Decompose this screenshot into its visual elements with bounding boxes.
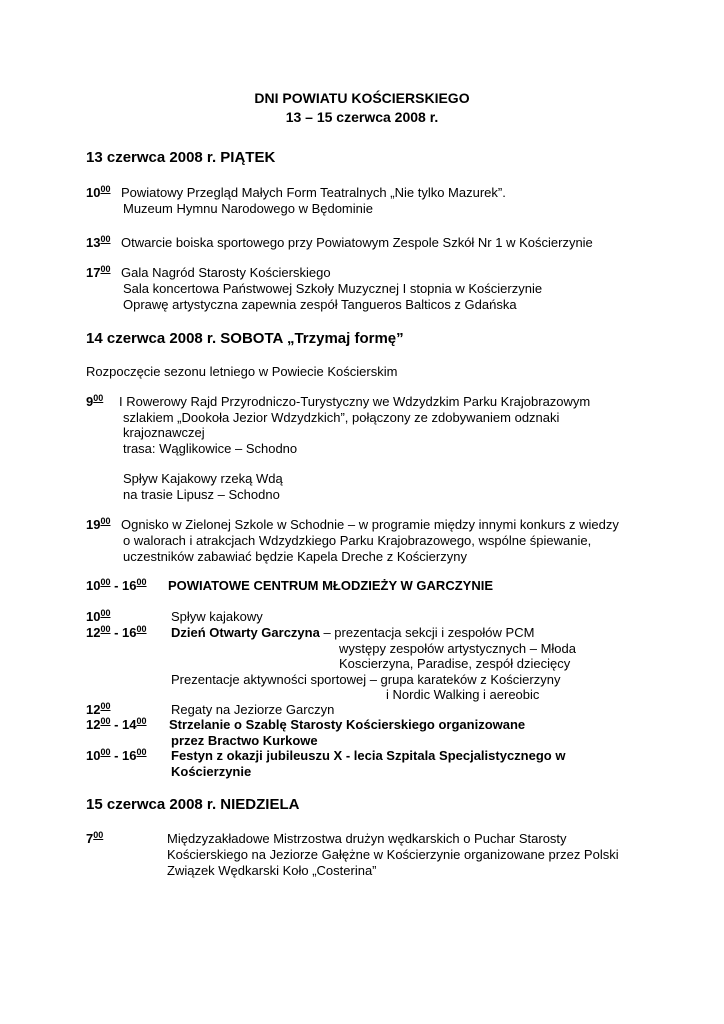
day2-event1-line2: szlakiem „Dookoła Jezior Wdzydzkich”, połączony ze zdobywaniem odznaki [123, 410, 560, 425]
day2-intro: Rozpoczęcie sezonu letniego w Powiecie Kościerskim [86, 364, 398, 379]
day2-event1-line5: Spływ Kajakowy rzeką Wdą [123, 471, 283, 486]
garczyn-item3-time: $12^{00}$ [86, 701, 111, 717]
garczyn-item5-line1: Festyn z okazji jubileuszu X - lecia Szpitala Specjalistycznego w [171, 748, 566, 763]
garczyn-item2-line5: i Nordic Walking i aereobic [386, 687, 540, 702]
day3-event1-line1: Międzyzakładowe Mistrzostwa drużyn wędkarskich o Puchar Starosty [167, 831, 567, 846]
garczyn-item1-time: $10^{00}$ [86, 608, 111, 624]
garczyn-item3-text: Regaty na Jeziorze Garczyn [171, 702, 335, 717]
day2-event2-line1: Ognisko w Zielonej Szkole w Schodnie – w programie między innymi konkurs z wiedzy [121, 517, 619, 532]
day3-event1-line2: Kościerskiego na Jeziorze Gałężne w Kościerzynie organizowane przez Polski [167, 847, 619, 862]
day1-heading: 13 czerwca 2008 r. PIĄTEK [86, 149, 276, 166]
day2-event2-time: $19^{00}$ [86, 516, 111, 532]
day1-event2-line1: Otwarcie boiska sportowego przy Powiatowym Zespole Szkół Nr 1 w Kościerzynie [121, 235, 593, 250]
day1-event1-time: $10^{00}$ [86, 184, 111, 200]
garczyn-item4-line2: przez Bractwo Kurkowe [171, 733, 318, 748]
day1-event1-line2: Muzeum Hymnu Narodowego w Będominie [123, 201, 374, 216]
day1-event2-time: $13^{00}$ [86, 234, 111, 250]
day3-event1-line3: Związek Wędkarski Koło „Costerina” [167, 863, 377, 878]
day3-event1-time: $7^{00}$ [86, 830, 104, 846]
day1-event3-line3: Oprawę artystyczna zapewnia zespół Tangueros Balticos z Gdańska [123, 297, 517, 312]
day2-event2-line2: o walorach i atrakcjach Wdzydzkiego Parku Krajobrazowego, wspólne śpiewanie, [123, 533, 592, 548]
document-date-range: 13 – 15 czerwca 2008 r. [285, 109, 439, 125]
day2-event1-line3: krajoznawczej [123, 425, 205, 440]
garczyn-item5-time: $10^{00} - 16^{00}$ [86, 747, 147, 763]
day2-event1-line4: trasa: Wąglikowice – Schodno [123, 441, 298, 456]
garczyn-item2-line2: występy zespołów artystycznych – Młoda [339, 641, 576, 656]
day1-event1-line1: Powiatowy Przegląd Małych Form Teatralnych „Nie tylko Mazurek”. [121, 185, 506, 200]
centre-time: $10^{00} - 16^{00}$ [86, 577, 147, 593]
garczyn-item4-time: $12^{00} - 14^{00}$ [86, 716, 147, 732]
garczyn-item2-line1: Dzień Otwarty Garczyna – prezentacja sekcji i zespołów PCM [171, 625, 535, 640]
day1-event3-time: $17^{00}$ [86, 264, 111, 280]
centre-label: POWIATOWE CENTRUM MŁODZIEŻY W GARCZYNIE [168, 578, 493, 593]
day2-heading: 14 czerwca 2008 r. SOBOTA „Trzymaj formę” [86, 330, 404, 347]
garczyn-item5-line2: Kościerzynie [171, 764, 252, 779]
garczyn-item4-line1: Strzelanie o Szablę Starosty Kościerskiego organizowane [169, 717, 526, 732]
garczyn-item1-text: Spływ kajakowy [171, 609, 263, 624]
garczyn-item2-line3: Koscierzyna, Paradise, zespół dziecięcy [339, 656, 571, 671]
day1-event3-line1: Gala Nagród Starosty Kościerskiego [121, 265, 331, 280]
day3-heading: 15 czerwca 2008 r. NIEDZIELA [86, 796, 300, 813]
document-title: DNI POWIATU KOŚCIERSKIEGO [254, 90, 470, 106]
day1-event3-line2: Sala koncertowa Państwowej Szkoły Muzycznej I stopnia w Kościerzynie [123, 281, 543, 296]
garczyn-item2-line4: Prezentacje aktywności sportowej – grupa karateków z Kościerzyny [171, 672, 561, 687]
day2-event1-line1: I Rowerowy Rajd Przyrodniczo-Turystyczny we Wdzydzkim Parku Krajobrazowym [119, 394, 591, 409]
day2-event2-line3: uczestników zabawiać będzie Kapela Dreche z Kościerzyny [123, 549, 467, 564]
day2-event1-time: $9^{00}$ [86, 393, 104, 409]
day2-event1-line6: na trasie Lipusz – Schodno [123, 487, 280, 502]
garczyn-item2-time: $12^{00} - 16^{00}$ [86, 624, 147, 640]
